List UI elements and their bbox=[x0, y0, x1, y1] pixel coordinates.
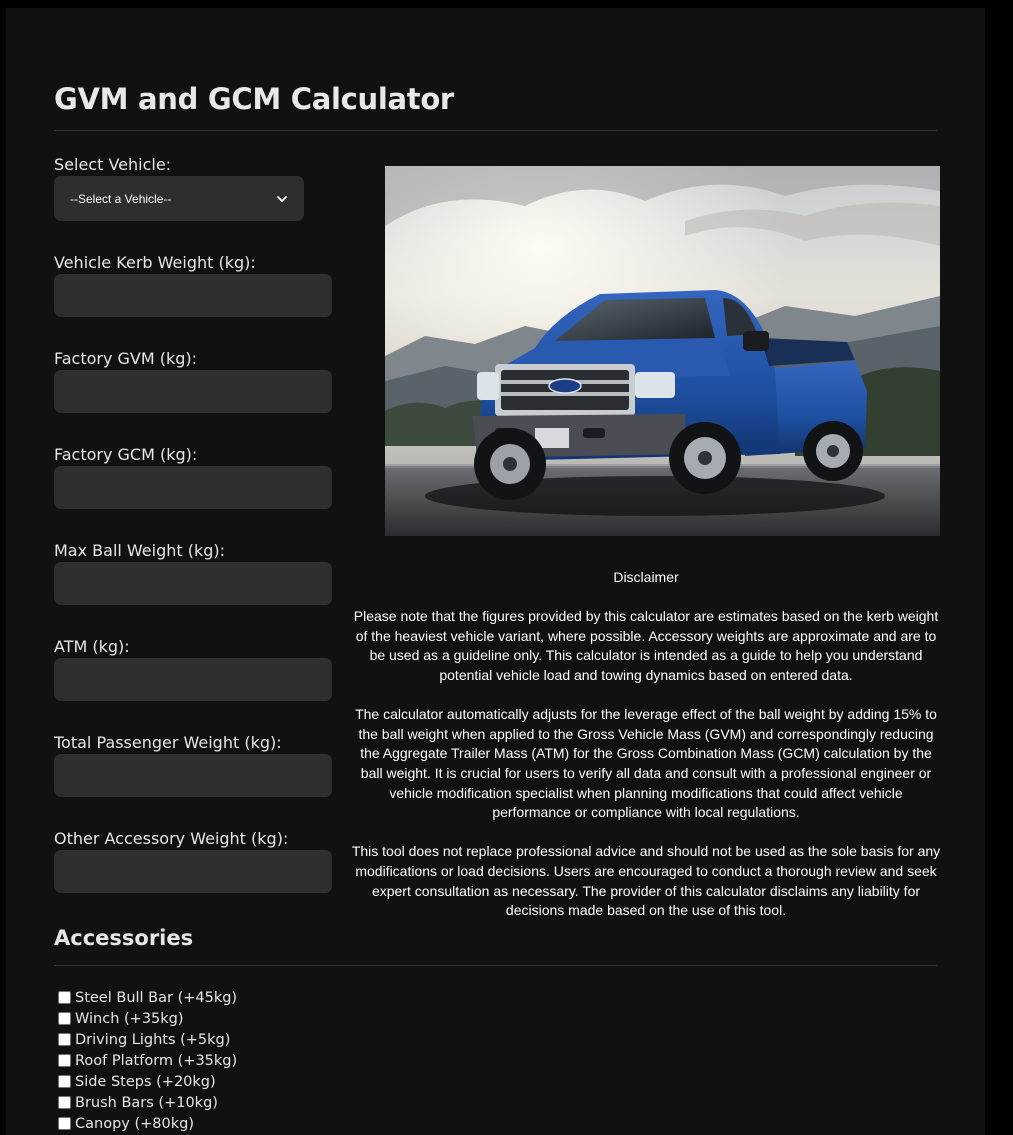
side-steps-checkbox[interactable] bbox=[58, 1075, 71, 1088]
factory-gvm-input[interactable] bbox=[54, 370, 332, 413]
accessory-item bbox=[58, 987, 237, 1008]
accessory-item bbox=[58, 1050, 237, 1071]
disclaimer-paragraph-1: Please note that the figures provided by this calculator are estimates based on the kerb weight of the heaviest vehicle variant, where possible. Accessory weights are approximate and are to be used as a guideline only. This calculator is intended as a guide to help you understand potential vehicle load and towing dynamics based on entered data. bbox=[353, 608, 939, 683]
accessory-item bbox=[58, 1092, 237, 1113]
pickup-truck-photo bbox=[385, 166, 940, 536]
accessory-item bbox=[58, 1071, 237, 1092]
canopy-checkbox[interactable] bbox=[58, 1117, 71, 1130]
disclaimer-paragraph-3: This tool does not replace professional advice and should not be used as the sole basis for any modifications or load decisions. Users are encouraged to conduct a thorough review and seek expert consultation as necessary. The provider of this calculator disclaims any liability for decisions made based on the use of this tool. bbox=[351, 843, 941, 919]
accessory-label: Roof Platform (+35kg) bbox=[75, 1052, 238, 1069]
accessory-item bbox=[58, 1029, 237, 1050]
accessories-divider bbox=[54, 965, 937, 966]
factory-gcm-label: Factory GCM (kg): bbox=[54, 445, 198, 464]
select-vehicle-label: Select Vehicle: bbox=[54, 155, 172, 174]
vehicle-select-value: --Select a Vehicle-- bbox=[70, 191, 172, 206]
roof-platform-checkbox[interactable] bbox=[58, 1054, 71, 1067]
max-ball-weight-input[interactable] bbox=[54, 562, 332, 605]
steel-bull-bar-checkbox[interactable] bbox=[58, 991, 71, 1004]
accessory-label: Winch (+35kg) bbox=[75, 1010, 184, 1027]
other-accessory-weight-input[interactable] bbox=[54, 850, 332, 893]
accessory-label: Steel Bull Bar (+45kg) bbox=[75, 989, 238, 1006]
other-accessory-weight-label: Other Accessory Weight (kg): bbox=[54, 829, 289, 848]
atm-label: ATM (kg): bbox=[54, 637, 130, 656]
passenger-weight-input[interactable] bbox=[54, 754, 332, 797]
max-ball-weight-label: Max Ball Weight (kg): bbox=[54, 541, 226, 560]
kerb-weight-input[interactable] bbox=[54, 274, 332, 317]
atm-input[interactable] bbox=[54, 658, 332, 701]
disclaimer-paragraph-2: The calculator automatically adjusts for the leverage effect of the ball weight by adding 15% to the ball weight when applied to the Gross Vehicle Mass (GVM) and correspondingly reducing the Aggregate Trailer Mass (ATM) for the Gross Combination Mass (GCM) calculation by the ball weight. It is crucial for users to verify all data and consult with a professional engineer or vehicle modification specialist when planning modifications that could affect vehicle performance or compliance with local regulations. bbox=[355, 706, 937, 821]
page-title: GVM and GCM Calculator bbox=[54, 82, 454, 116]
brush-bars-checkbox[interactable] bbox=[58, 1096, 71, 1109]
accessories-list bbox=[58, 987, 237, 1134]
calculator-page bbox=[6, 8, 985, 1135]
accessory-item bbox=[58, 1008, 237, 1029]
factory-gvm-label: Factory GVM (kg): bbox=[54, 349, 198, 368]
title-divider bbox=[54, 130, 937, 131]
accessory-label: Driving Lights (+5kg) bbox=[75, 1031, 231, 1048]
factory-gcm-input[interactable] bbox=[54, 466, 332, 509]
accessory-item bbox=[58, 1113, 237, 1134]
accessory-label: Canopy (+80kg) bbox=[75, 1115, 194, 1132]
vehicle-select[interactable] bbox=[54, 176, 304, 221]
accessories-heading: Accessories bbox=[54, 926, 194, 950]
chevron-down-icon bbox=[276, 193, 288, 205]
winch-checkbox[interactable] bbox=[58, 1012, 71, 1025]
accessory-label: Side Steps (+20kg) bbox=[75, 1073, 216, 1090]
disclaimer bbox=[350, 568, 942, 921]
kerb-weight-label: Vehicle Kerb Weight (kg): bbox=[54, 253, 256, 272]
accessory-label: Brush Bars (+10kg) bbox=[75, 1094, 218, 1111]
disclaimer-heading: Disclaimer bbox=[613, 569, 679, 585]
passenger-weight-label: Total Passenger Weight (kg): bbox=[54, 733, 282, 752]
driving-lights-checkbox[interactable] bbox=[58, 1033, 71, 1046]
